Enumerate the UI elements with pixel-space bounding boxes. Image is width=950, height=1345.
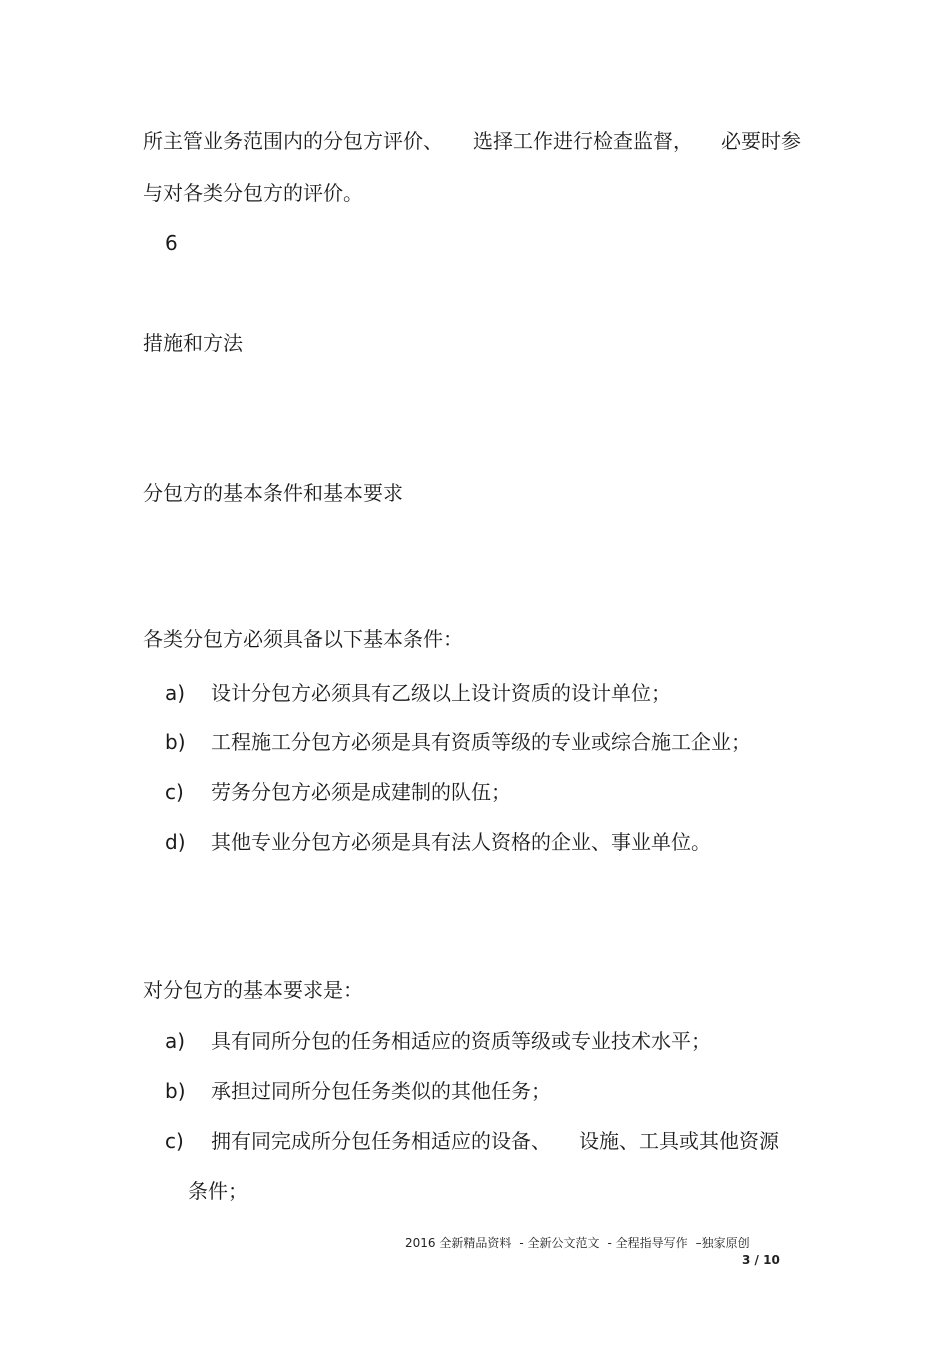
list-marker: b) (165, 730, 186, 754)
page-footer (405, 1236, 750, 1251)
footer-text-a: 2016 全新精品资料 (405, 1236, 512, 1250)
section-number: 6 (165, 231, 178, 255)
footer-text-c: - 全程指导写作 (607, 1236, 688, 1250)
list-item-text: 承担过同所分包任务类似的其他任务； (211, 1079, 551, 1103)
list-item-text: 其他专业分包方必须是具有法人资格的企业、事业单位。 (211, 830, 711, 854)
list-item (165, 1078, 551, 1104)
intro-line-1-part-c: 必要时参 (721, 129, 801, 153)
list-item-text: 设计分包方必须具有乙级以上设计资质的设计单位； (211, 681, 671, 705)
footer-text-d: –独家原创 (695, 1236, 750, 1250)
list-marker: c) (165, 780, 184, 804)
intro-line-1-part-a: 所主管业务范围内的分包方评价、 (143, 129, 443, 153)
list-item-text: 具有同所分包的任务相适应的资质等级或专业技术水平； (211, 1029, 711, 1053)
conditions-lead: 各类分包方必须具备以下基本条件： (143, 627, 463, 651)
list-item (165, 779, 511, 805)
requirements-lead: 对分包方的基本要求是： (143, 978, 363, 1002)
list-marker: a) (165, 681, 186, 705)
section-subtitle: 分包方的基本条件和基本要求 (143, 481, 403, 505)
list-item (165, 1128, 779, 1154)
intro-line-1 (143, 128, 801, 154)
intro-line-1-part-b: 选择工作进行检查监督， (473, 129, 693, 153)
list-item (165, 680, 671, 706)
footer-text-b: - 全新公文范文 (519, 1236, 600, 1250)
list-marker: d) (165, 830, 186, 854)
list-marker: c) (165, 1129, 184, 1153)
list-item-text-part-a: 拥有同完成所分包任务相适应的设备、 (211, 1129, 551, 1153)
list-item (165, 729, 751, 755)
list-item-text: 工程施工分包方必须是具有资质等级的专业或综合施工企业； (211, 730, 751, 754)
list-item-text-part-b: 设施、工具或其他资源 (579, 1129, 779, 1153)
list-item (165, 829, 711, 855)
section-title: 措施和方法 (143, 331, 243, 355)
list-marker: b) (165, 1079, 186, 1103)
page-number: 3 / 10 (742, 1253, 780, 1267)
list-item (165, 1028, 711, 1054)
list-marker: a) (165, 1029, 186, 1053)
intro-line-2: 与对各类分包方的评价。 (143, 181, 363, 205)
list-item-continuation: 条件； (188, 1179, 248, 1203)
list-item-text: 劳务分包方必须是成建制的队伍； (211, 780, 511, 804)
